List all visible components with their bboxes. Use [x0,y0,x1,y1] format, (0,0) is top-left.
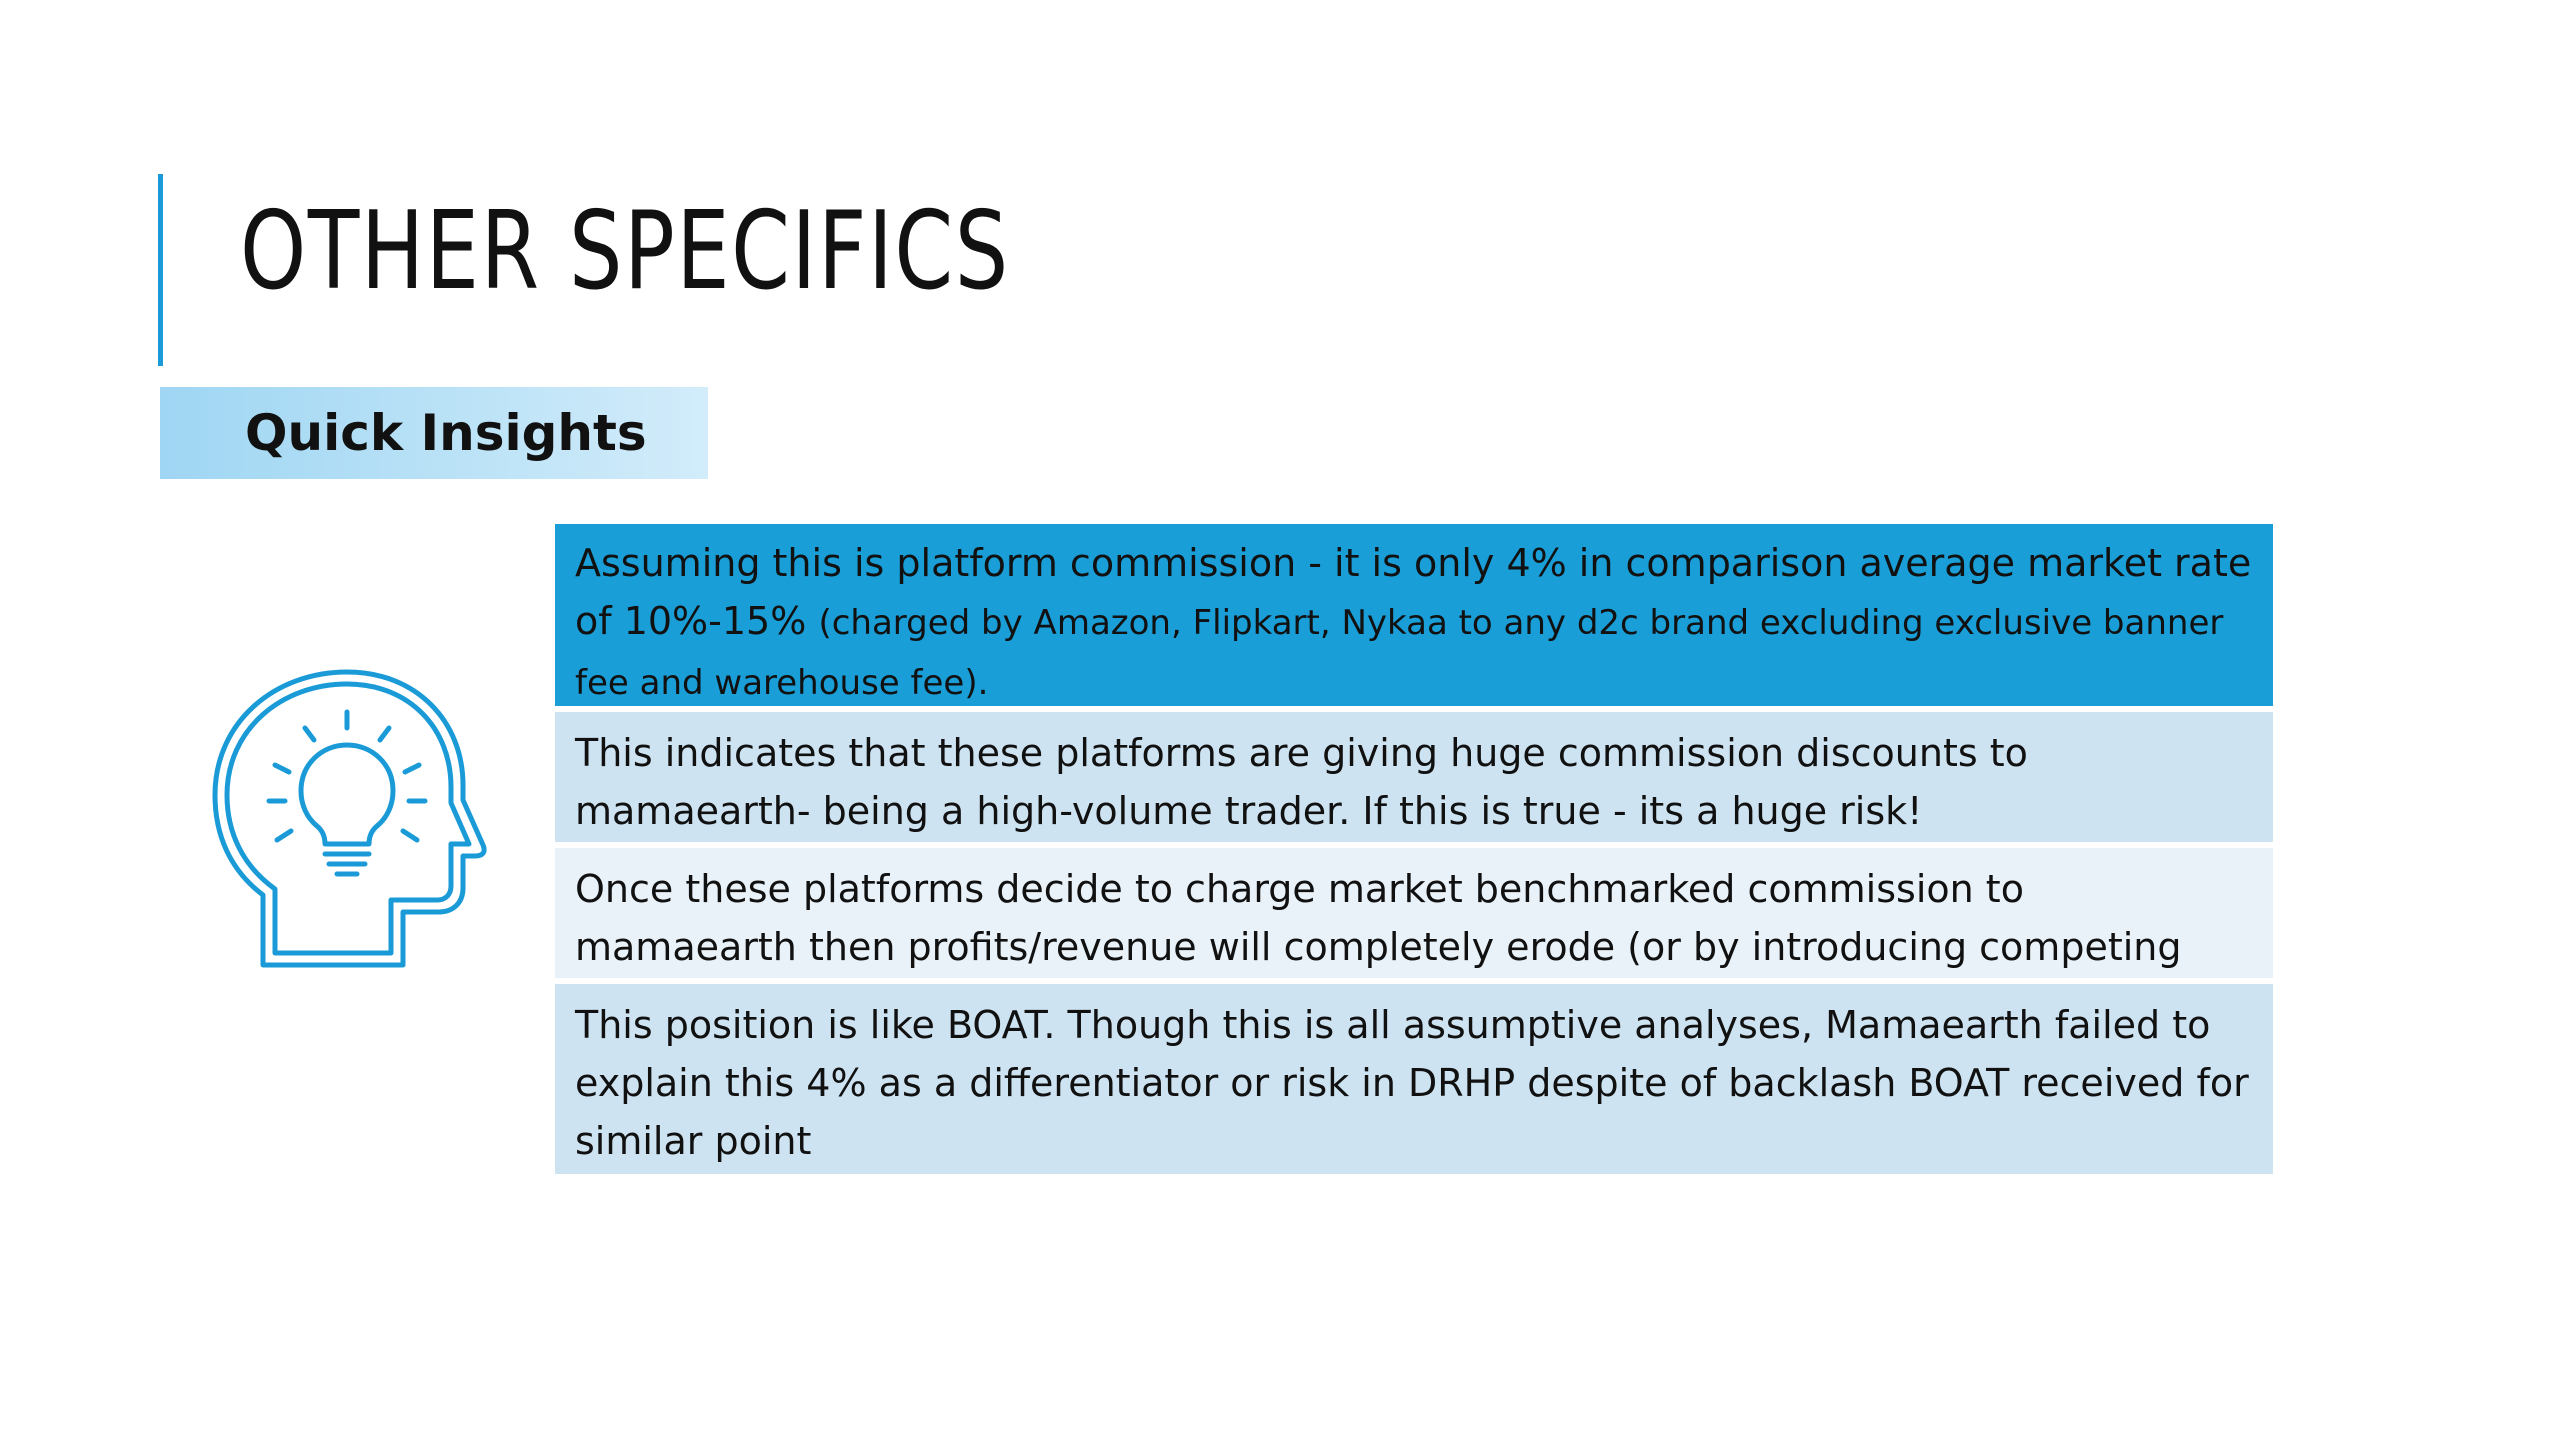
insight-text: This position is like BOAT. Though this is all assumptive analyses, Mamaearth failed to explain this 4% as a differentiator or risk in DRHP despite of backlash BOAT received for similar point [575,1003,2249,1163]
insight-text: This indicates that these platforms are giving huge commission discounts to mamaearth- being a high-volume trader. If this is true - its a huge risk! [575,731,2028,833]
insight-row [555,984,2273,1174]
head-lightbulb-icon [205,660,495,980]
insight-row [555,524,2273,706]
quick-insights-badge [160,387,708,479]
insight-row [555,712,2273,842]
insight-text: Assuming this is platform commission - it is only 4% in comparison average market rate of 10%-15% [575,541,2252,643]
slide-title: OTHER SPECIFICS [240,189,1010,314]
insight-row [555,848,2273,978]
insight-text: Once these platforms decide to charge market benchmarked commission to mamaearth then profits/revenue will completely erode (or by introducing competing [575,867,2182,969]
quick-insights-label: Quick Insights [245,404,647,462]
insight-note: (charged by Amazon, Flipkart, Nykaa to any d2c brand excluding exclusive banner fee and warehouse fee). [575,603,2224,703]
title-accent-bar [158,174,163,366]
insights-table [555,524,2273,1180]
